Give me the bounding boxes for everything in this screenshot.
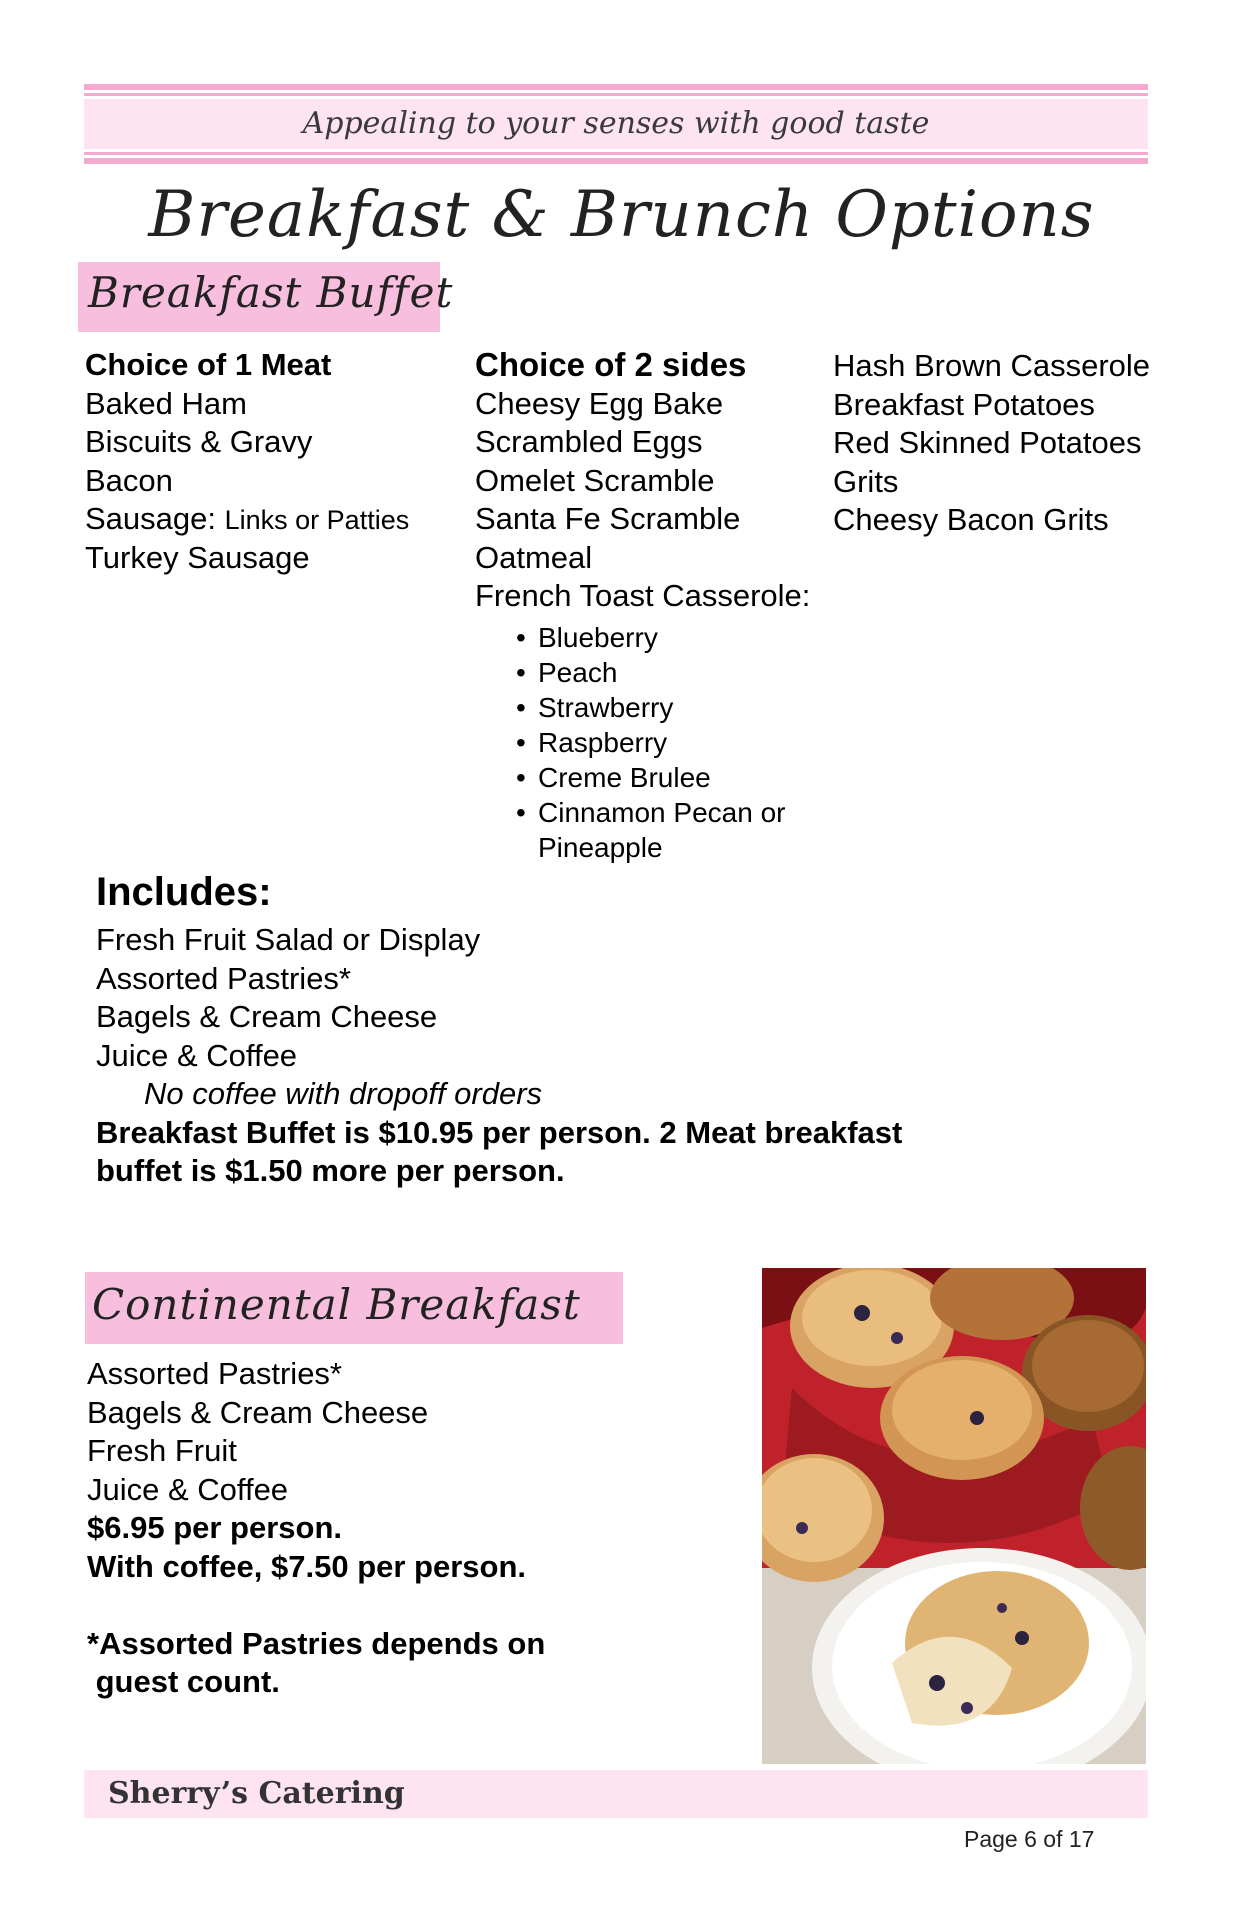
include-item: Fresh Fruit Salad or Display	[96, 922, 481, 957]
bullet-icon: •	[516, 692, 526, 723]
muffin-illustration	[762, 1268, 1146, 1764]
page-number: Page 6 of 17	[964, 1826, 1095, 1852]
side-item: Hash Brown Casserole	[833, 348, 1151, 383]
pastries-note-1: *Assorted Pastries depends on	[87, 1625, 546, 1661]
meat-heading: Choice of 1 Meat	[85, 347, 332, 382]
sides-heading: Choice of 2 sides	[475, 346, 747, 383]
top-rule-1	[84, 84, 1148, 90]
side-item: Oatmeal	[475, 539, 593, 575]
continental-item: Juice & Coffee	[87, 1471, 289, 1507]
buffet-price-line-2: buffet is $1.50 more per person.	[96, 1153, 565, 1188]
side-item: Omelet Scramble	[475, 462, 715, 498]
includes-heading: Includes:	[96, 870, 272, 914]
meat-item-sausage	[85, 500, 409, 539]
continental-price-coffee: With coffee, $7.50 per person.	[87, 1548, 527, 1584]
include-item: Bagels & Cream Cheese	[96, 999, 438, 1034]
side-item: Grits	[833, 463, 899, 499]
flavor-list	[516, 620, 785, 865]
continental-title: Continental Breakfast	[92, 1280, 581, 1329]
sausage-label: Sausage:	[85, 501, 216, 536]
flavor-item: • Strawberry	[516, 692, 674, 723]
flavor-item: • Creme Brulee	[516, 762, 711, 793]
sides-column	[475, 346, 810, 616]
side-item: Cheesy Bacon Grits	[833, 502, 1109, 537]
bullet-icon: •	[516, 657, 526, 688]
continental-item: Assorted Pastries*	[87, 1356, 342, 1391]
top-rule-3	[84, 152, 1148, 155]
flavor-item: • Blueberry	[516, 622, 658, 653]
meat-item: Biscuits & Gravy	[85, 424, 313, 459]
side-item: Santa Fe Scramble	[475, 501, 741, 536]
bullet-icon: •	[516, 762, 526, 793]
continental-item: Bagels & Cream Cheese	[87, 1394, 429, 1430]
side-item: Red Skinned Potatoes	[833, 425, 1142, 460]
flavor-item: • Cinnamon Pecan or	[516, 797, 786, 828]
continental-price: $6.95 per person.	[87, 1510, 343, 1545]
breakfast-buffet-title: Breakfast Buffet	[88, 268, 454, 317]
sides-column-3	[833, 347, 1150, 540]
continental-item: Fresh Fruit	[87, 1433, 237, 1468]
include-item: Juice & Coffee	[96, 1037, 298, 1073]
sausage-detail: Links or Patties	[224, 505, 410, 535]
meat-item: Bacon	[85, 462, 173, 498]
meat-column	[85, 346, 409, 577]
meat-item: Turkey Sausage	[85, 539, 310, 575]
page-title: Breakfast & Brunch Options	[148, 178, 1095, 252]
muffin-photo	[762, 1268, 1146, 1764]
side-item: Breakfast Potatoes	[833, 386, 1095, 422]
side-item: French Toast Casserole:	[475, 578, 811, 613]
include-item: Assorted Pastries*	[96, 960, 351, 996]
bullet-icon: •	[516, 727, 526, 758]
company-name: Sherry’s Catering	[108, 1776, 405, 1811]
includes-list	[96, 921, 902, 1191]
top-rule-2	[84, 93, 1148, 96]
continental-list	[87, 1355, 545, 1702]
side-item: Cheesy Egg Bake	[475, 385, 724, 421]
tagline: Appealing to your senses with good taste	[302, 106, 930, 141]
buffet-price-line-1: Breakfast Buffet is $10.95 per person. 2 Meat breakfast	[96, 1114, 903, 1150]
side-item: Scrambled Eggs	[475, 424, 703, 459]
pastries-note-2: guest count.	[87, 1664, 280, 1699]
spacer	[87, 1586, 545, 1625]
flavor-item: • Peach	[516, 657, 618, 688]
bullet-icon: •	[516, 797, 526, 828]
flavor-item-cont: Pineapple	[538, 832, 663, 863]
top-rule-4	[84, 158, 1148, 164]
coffee-note: No coffee with dropoff orders	[144, 1076, 543, 1111]
meat-item: Baked Ham	[85, 385, 247, 421]
flavor-item: • Raspberry	[516, 727, 668, 758]
bullet-icon: •	[516, 622, 526, 653]
